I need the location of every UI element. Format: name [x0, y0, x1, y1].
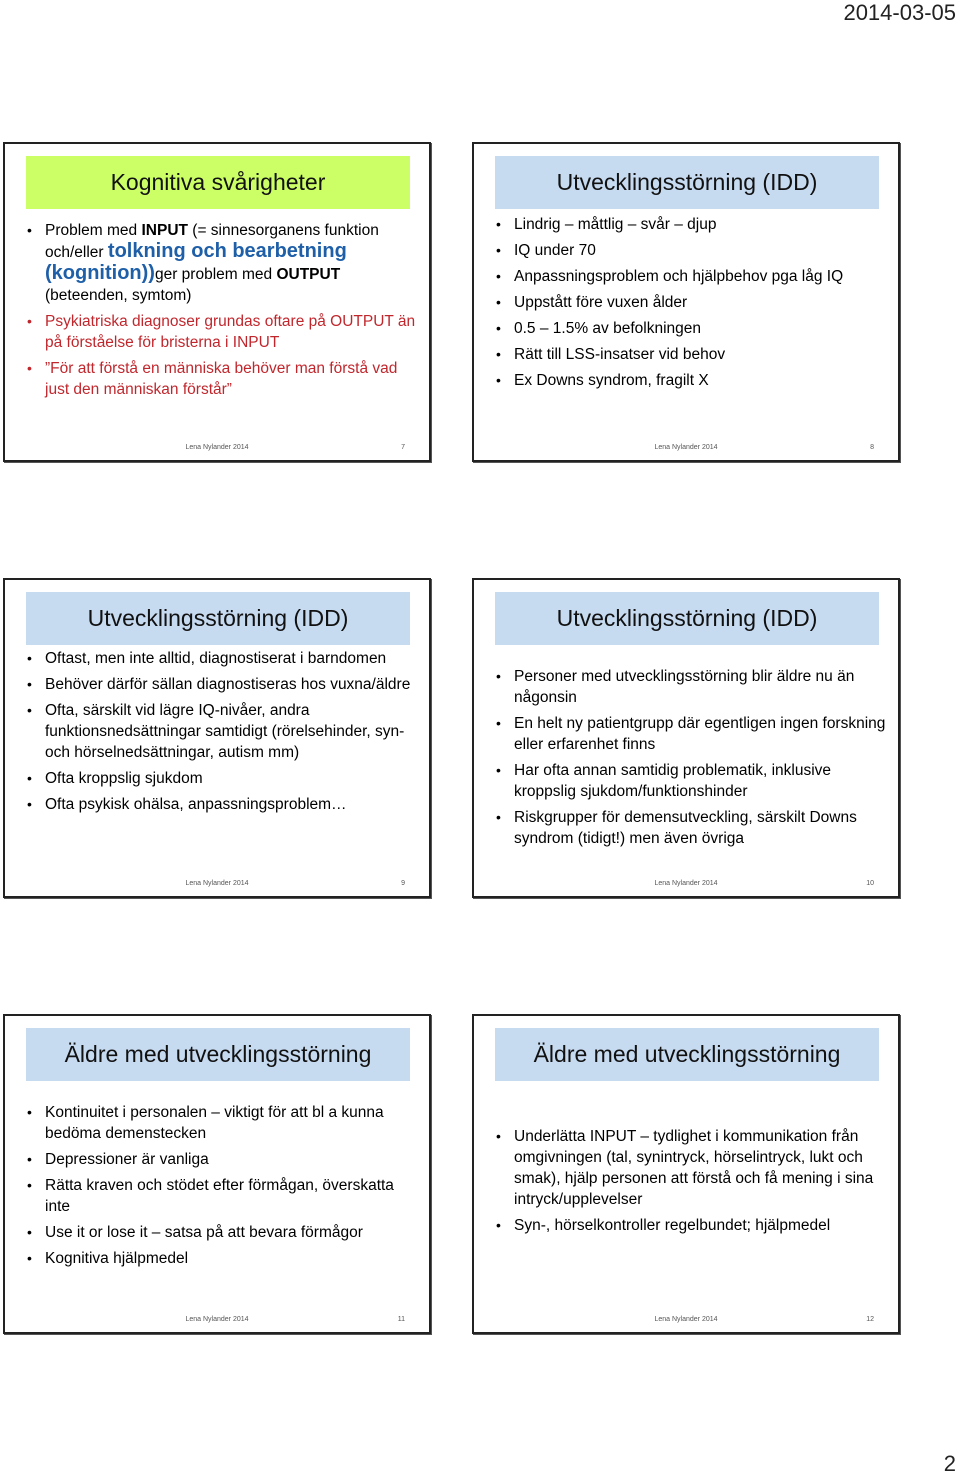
slide-title: Utvecklingsstörning (IDD) — [495, 156, 879, 209]
list-item: • Rätt till LSS-insatser vid behov — [494, 344, 888, 365]
page-number: 2 — [943, 1451, 956, 1476]
list-item: • Ex Downs syndrom, fragilt X — [494, 370, 888, 391]
list-item: • Riskgrupper för demensutveckling, särskilt Downs syndrom (tidigt!) men även övriga — [494, 807, 888, 849]
slide-8 — [472, 142, 900, 462]
slide-footer-author: Lena Nylander 2014 — [654, 444, 718, 451]
list-item: • En helt ny patientgrupp där egentligen ingen forskning eller erfarenhet finns — [494, 713, 888, 755]
bullet-list — [494, 666, 888, 854]
list-item: • IQ under 70 — [494, 240, 888, 261]
slide-11 — [3, 1014, 431, 1334]
list-item: • Kognitiva hjälpmedel — [25, 1248, 419, 1269]
slide-number: 10 — [866, 880, 874, 887]
slide-number: 9 — [401, 880, 405, 887]
slide-title: Utvecklingsstörning (IDD) — [495, 592, 879, 645]
slide-9 — [3, 578, 431, 898]
slide-footer-author: Lena Nylander 2014 — [185, 444, 249, 451]
slide-12 — [472, 1014, 900, 1334]
slide-number: 8 — [870, 444, 874, 451]
slide-footer-author: Lena Nylander 2014 — [185, 880, 249, 887]
slide-title: Utvecklingsstörning (IDD) — [26, 592, 410, 645]
slide-10 — [472, 578, 900, 898]
slide-title: Kognitiva svårigheter — [26, 156, 410, 209]
list-item: • ”För att förstå en människa behöver man förstå vad just den människan förstår” — [25, 358, 419, 400]
list-item: • Depressioner är vanliga — [25, 1149, 419, 1170]
slide-footer-author: Lena Nylander 2014 — [654, 1316, 718, 1323]
list-item: • Syn-, hörselkontroller regelbundet; hjälpmedel — [494, 1215, 888, 1236]
slide-title: Äldre med utvecklingsstörning — [26, 1028, 410, 1081]
list-item: • Behöver därför sällan diagnostiseras hos vuxna/äldre — [25, 674, 419, 695]
slide-number: 12 — [866, 1316, 874, 1323]
list-item: • 0.5 – 1.5% av befolkningen — [494, 318, 888, 339]
slide-footer-author: Lena Nylander 2014 — [185, 1316, 249, 1323]
bullet-list — [25, 648, 419, 820]
list-item: • Use it or lose it – satsa på att bevara förmågor — [25, 1222, 419, 1243]
bullet-list — [25, 1102, 419, 1274]
slide-number: 7 — [401, 444, 405, 451]
list-item: • Ofta kroppslig sjukdom — [25, 768, 419, 789]
list-item: • Anpassningsproblem och hjälpbehov pga låg IQ — [494, 266, 888, 287]
bullet-list — [494, 214, 888, 396]
slide-title: Äldre med utvecklingsstörning — [495, 1028, 879, 1081]
list-item: • Underlätta INPUT – tydlighet i kommunikation från omgivningen (tal, synintryck, hörselintryck, lukt och smak), hjälp personen att förstå och få mening i sina intryck/upplevelser — [494, 1126, 888, 1210]
list-item: • Kontinuitet i personalen – viktigt för att bl a kunna bedöma demenstecken — [25, 1102, 419, 1144]
list-item: • Rätta kraven och stödet efter förmågan, överskatta inte — [25, 1175, 419, 1217]
header-date: 2014-03-05 — [843, 0, 956, 25]
slide-number: 11 — [397, 1316, 405, 1323]
list-item: • Oftast, men inte alltid, diagnostiserat i barndomen — [25, 648, 419, 669]
list-item: • Ofta psykisk ohälsa, anpassningsproblem… — [25, 794, 419, 815]
list-item: • Uppstått före vuxen ålder — [494, 292, 888, 313]
slide-footer-author: Lena Nylander 2014 — [654, 880, 718, 887]
list-item: • Har ofta annan samtidig problematik, inklusive kroppslig sjukdom/funktionshinder — [494, 760, 888, 802]
list-item: • Problem med INPUT (= sinnesorganens funktion och/eller tolkning och bearbetning (kognition))ger problem med OUTPUT (beteenden, symtom) — [25, 220, 419, 306]
list-item: • Lindrig – måttlig – svår – djup — [494, 214, 888, 235]
bullet-list — [494, 1126, 888, 1241]
list-item: • Ofta, särskilt vid lägre IQ-nivåer, andra funktionsnedsättningar samtidigt (rörelsehinder, syn- och hörselnedsättningar, autism mm) — [25, 700, 419, 763]
list-item: • Psykiatriska diagnoser grundas oftare på OUTPUT än på förståelse för bristerna i INPUT — [25, 311, 419, 353]
list-item: • Personer med utvecklingsstörning blir äldre nu än någonsin — [494, 666, 888, 708]
bullet-list — [25, 220, 419, 405]
slide-7 — [3, 142, 431, 462]
